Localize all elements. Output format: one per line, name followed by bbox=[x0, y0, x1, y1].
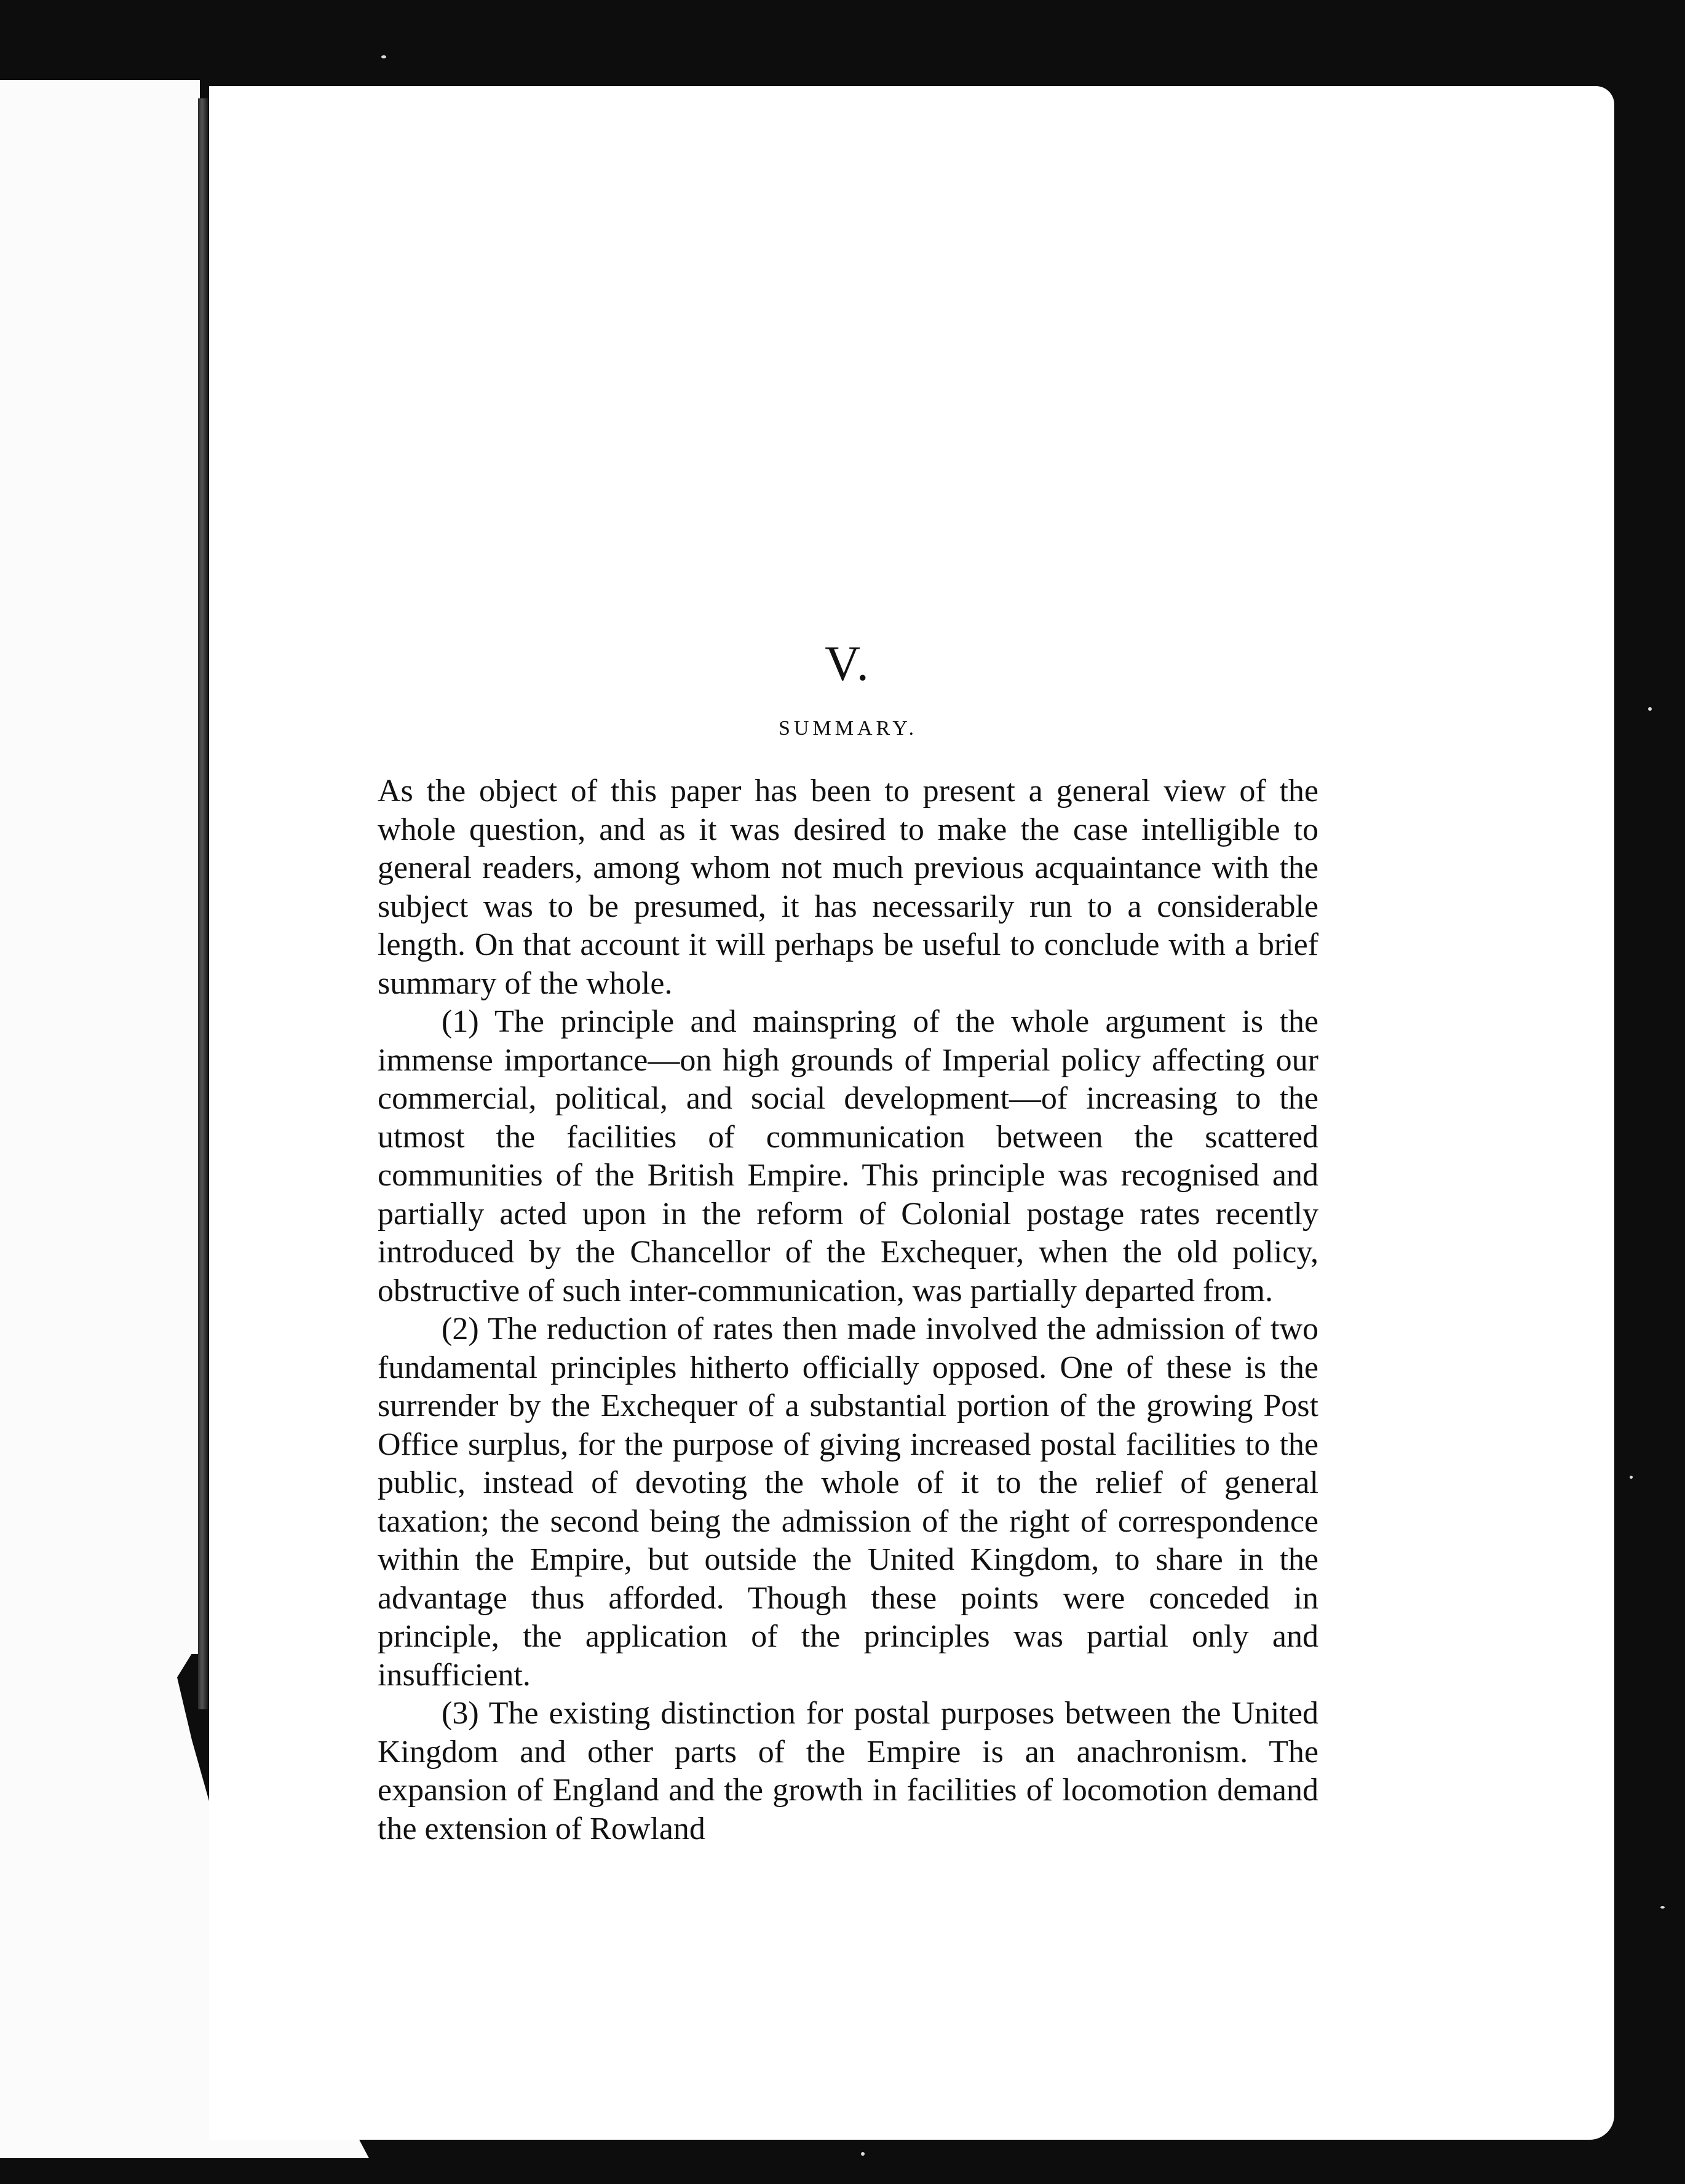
paragraph-1: (1) The principle and mainspring of the whole argument is the immense importance—on high grounds of Imperial policy affecting our commercial, political, and social development—of increasing to the utmost the facilities of communication between the scattered communities of the British Empire. This principle was recognised and partially acted upon in the reform of Colonial postage rates recently introduced by the Chancellor of the Exchequer, when the old policy, obstructive of such inter-communication, was partially departed from. bbox=[378, 1004, 1318, 1308]
book-gutter bbox=[198, 98, 208, 1709]
paragraph-3: (3) The existing distinction for postal purposes between the United Kingdom and other parts of the Empire is an anachronism. The expansion of England and the growth in facilities of locomotion demand the extension of Rowland bbox=[378, 1696, 1318, 1846]
page-content bbox=[378, 639, 1318, 1848]
scan-speck bbox=[381, 55, 386, 58]
scan-speck bbox=[861, 2152, 865, 2156]
facing-page bbox=[0, 80, 200, 1654]
chapter-title: SUMMARY. bbox=[779, 717, 918, 740]
scan-speck bbox=[1648, 707, 1652, 711]
paragraph-2: (2) The reduction of rates then made involved the admission of two fundamental principles hitherto officially opposed. One of these is the surrender by the Exchequer of a substantial portion of the growing Post Office surplus, for the purpose of giving increased postal facilities to the public, instead of devoting the whole of it to the relief of general taxation; the second being the admission of the right of correspondence within the Empire, but outside the United Kingdom, to share in the advantage thus afforded. Though these points were conceded in principle, the application of the principles was partial only and insufficient. bbox=[378, 1312, 1318, 1693]
chapter-number: V. bbox=[825, 637, 871, 691]
paragraph-intro: As the object of this paper has been to present a general view of the whole question, and as it was desired to make the case intelligible to general readers, among whom not much previous acquaintance with the subject was to be presumed, it has necessarily run to a considerable length. On that account it will perhaps be useful to conclude with a brief summary of the whole. bbox=[378, 774, 1318, 1001]
scan-speck bbox=[1660, 1906, 1665, 1909]
scan-speck bbox=[1630, 1476, 1633, 1479]
